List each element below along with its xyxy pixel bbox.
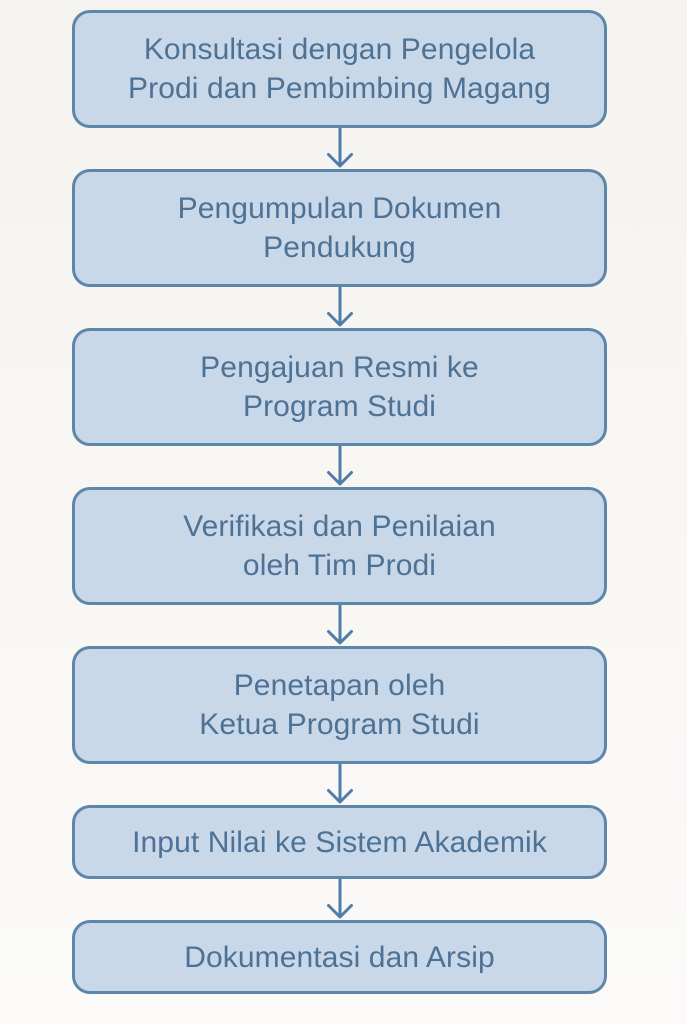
flow-step-label-line: Program Studi (242, 390, 437, 423)
flow-step-label (184, 938, 495, 977)
flow-step-label-line: Konsultasi dengan Pengelola (143, 33, 536, 66)
flow-step-box (72, 487, 607, 605)
flow-step-label-line: Pendukung (263, 231, 416, 264)
flow-step-label (132, 823, 547, 862)
arrow-down-icon (72, 287, 607, 328)
flow-step-label-line: oleh Tim Prodi (242, 549, 437, 582)
arrow-down-icon (72, 605, 607, 646)
flow-step-box (72, 646, 607, 764)
flow-step-label (178, 189, 502, 267)
flow-step-box (72, 328, 607, 446)
flow-step-label-line: Penetapan oleh (233, 669, 446, 702)
arrow-down-icon (72, 879, 607, 920)
flow-step-label-line: Verifikasi dan Penilaian (183, 510, 496, 543)
arrow-down-icon (72, 446, 607, 487)
flow-step-label-line: Dokumentasi dan Arsip (184, 940, 495, 974)
flow-step-box (72, 10, 607, 128)
flow-step-box (72, 169, 607, 287)
flow-step-label (128, 30, 551, 108)
flow-step-label-line: Input Nilai ke Sistem Akademik (132, 825, 547, 859)
arrow-down-icon (72, 764, 607, 805)
flow-step-box (72, 920, 607, 994)
flow-step-label-line: Ketua Program Studi (199, 708, 480, 741)
flow-step-label (200, 348, 479, 426)
flow-step-label (199, 666, 479, 744)
flowchart (72, 0, 607, 994)
flow-step-label (183, 507, 496, 585)
flow-step-label-line: Pengumpulan Dokumen (177, 192, 502, 225)
arrow-down-icon (72, 128, 607, 169)
flow-step-label-line: Pengajuan Resmi ke (200, 351, 479, 384)
flow-step-label-line: Prodi dan Pembimbing Magang (128, 72, 551, 105)
flow-step-box (72, 805, 607, 879)
